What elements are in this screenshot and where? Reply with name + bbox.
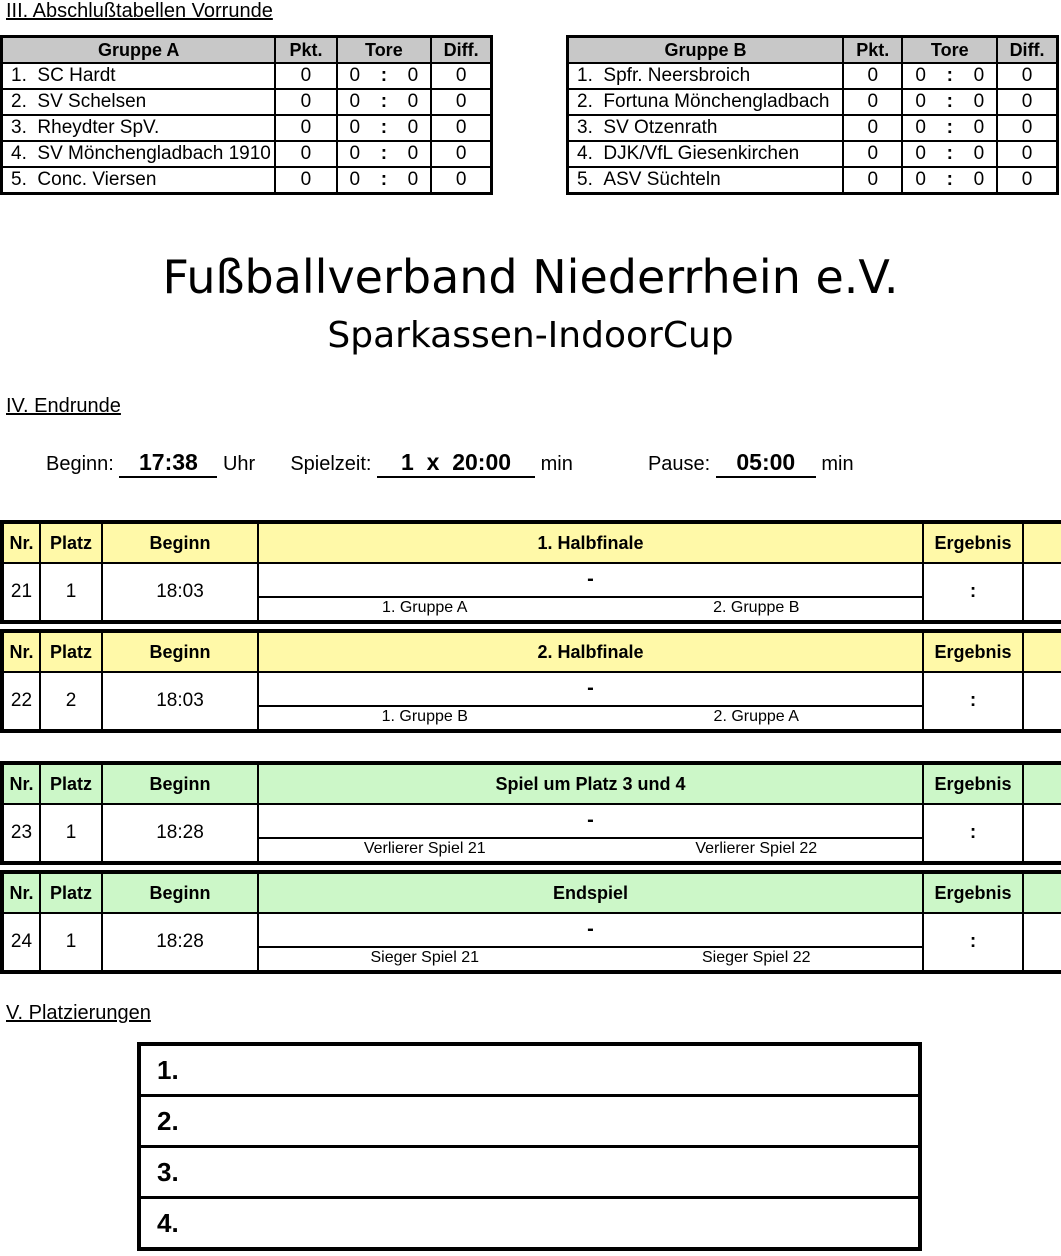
match-title: 1. Halbfinale	[258, 522, 923, 563]
spielzeit-value	[377, 449, 535, 478]
goal-diff: 0	[997, 63, 1057, 89]
match-beginn: 18:03	[102, 563, 258, 622]
table-row	[568, 167, 1058, 194]
team-name: Fortuna Mönchengladbach	[603, 91, 830, 112]
team-name: Spfr. Neersbroich	[603, 65, 751, 86]
rank: 3.	[11, 117, 27, 138]
header-diff: Diff.	[997, 37, 1057, 64]
match-title: 2. Halbfinale	[258, 631, 923, 672]
header-beginn: Beginn	[102, 631, 258, 672]
match-nr: 22	[2, 672, 40, 731]
rank: 4.	[577, 143, 593, 164]
goals-against: 0	[407, 169, 419, 190]
group-table-a	[0, 35, 493, 195]
spielzeit-count: 1	[401, 449, 414, 475]
table-row	[2, 141, 492, 167]
team-name: ASV Süchteln	[603, 169, 721, 190]
header-beginn: Beginn	[102, 522, 258, 563]
goal-diff: 0	[997, 167, 1057, 194]
uhr-label: Uhr	[222, 453, 256, 475]
match-block-23	[0, 761, 1061, 865]
rank: 4.	[11, 143, 27, 164]
header-platz: Platz	[40, 763, 102, 804]
score-colon: :	[946, 117, 953, 138]
result-field[interactable]: :	[923, 672, 1023, 731]
beginn-label: Beginn:	[46, 453, 114, 475]
header-platz: Platz	[40, 872, 102, 913]
place-1[interactable]: 1.	[139, 1044, 920, 1096]
score-colon: :	[946, 143, 953, 164]
team-2: Verlierer Spiel 22	[695, 840, 818, 857]
goals-against: 0	[973, 143, 985, 164]
goals-against: 0	[973, 117, 985, 138]
match-block-22	[0, 629, 1061, 733]
team-1: Sieger Spiel 21	[370, 949, 479, 966]
goals-for: 0	[915, 143, 926, 164]
rank: 2.	[11, 91, 27, 112]
match-platz: 1	[40, 563, 102, 622]
goals-against: 0	[407, 91, 419, 112]
team-2: Sieger Spiel 22	[701, 949, 811, 966]
team-name: SV Otzenrath	[603, 117, 718, 138]
section-title-endrunde: IV. Endrunde	[6, 395, 121, 417]
points: 0	[275, 115, 336, 141]
result-field[interactable]: :	[923, 563, 1023, 622]
goals-against: 0	[407, 143, 419, 164]
match-block-24	[0, 870, 1061, 974]
rank: 5.	[577, 169, 593, 190]
empty-cell	[1023, 804, 1061, 863]
points: 0	[843, 89, 902, 115]
pairing-dash: -	[587, 918, 594, 940]
match-block-21	[0, 520, 1061, 624]
table-row	[568, 115, 1058, 141]
table-row	[2, 167, 492, 194]
pairing	[259, 564, 922, 620]
team-name: Conc. Viersen	[37, 169, 157, 190]
team-1: 1. Gruppe B	[381, 708, 468, 725]
team-2: 2. Gruppe A	[713, 708, 799, 725]
pause-value: 05:00	[716, 449, 816, 478]
header-pkt: Pkt.	[275, 37, 336, 64]
goal-diff: 0	[431, 63, 491, 89]
header-ergebnis: Ergebnis	[923, 522, 1023, 563]
team-name: SV Mönchengladbach 1910	[37, 143, 271, 164]
header-platz: Platz	[40, 522, 102, 563]
goals-for: 0	[349, 117, 361, 138]
score-colon: :	[380, 65, 388, 86]
section-title-platzierungen: V. Platzierungen	[6, 1002, 151, 1024]
pairing-dash: -	[587, 568, 594, 590]
match-platz: 1	[40, 913, 102, 972]
score-colon: :	[380, 143, 388, 164]
points: 0	[843, 167, 902, 194]
team-name: Rheydter SpV.	[37, 117, 160, 138]
match-nr: 24	[2, 913, 40, 972]
beginn-value: 17:38	[119, 449, 217, 478]
points: 0	[275, 167, 336, 194]
goals-for: 0	[349, 169, 361, 190]
goal-diff: 0	[997, 141, 1057, 167]
match-beginn: 18:28	[102, 913, 258, 972]
points: 0	[843, 115, 902, 141]
min-label: min	[540, 453, 573, 475]
place-4[interactable]: 4.	[139, 1198, 920, 1250]
group-name: Gruppe B	[568, 37, 844, 64]
result-field[interactable]: :	[923, 913, 1023, 972]
header-tore: Tore	[902, 37, 997, 64]
section-title-vorrunde: III. Abschlußtabellen Vorrunde	[6, 0, 273, 22]
table-row	[2, 89, 492, 115]
score-colon: :	[380, 169, 388, 190]
match-title: Endspiel	[258, 872, 923, 913]
pairing-dash: -	[587, 677, 594, 699]
goal-diff: 0	[431, 167, 491, 194]
goals-against: 0	[973, 65, 985, 86]
empty-cell	[1023, 522, 1061, 563]
empty-cell	[1023, 563, 1061, 622]
header-beginn: Beginn	[102, 872, 258, 913]
rank: 3.	[577, 117, 593, 138]
score-colon: :	[946, 169, 953, 190]
rank: 2.	[577, 91, 593, 112]
goals-for: 0	[349, 143, 361, 164]
goals-for: 0	[915, 65, 926, 86]
table-row	[568, 141, 1058, 167]
match-platz: 1	[40, 804, 102, 863]
goals-against: 0	[407, 117, 419, 138]
pairing	[259, 673, 922, 729]
header-nr: Nr.	[2, 872, 40, 913]
empty-cell	[1023, 763, 1061, 804]
goals-against: 0	[407, 65, 419, 86]
empty-cell	[1023, 672, 1061, 731]
rank: 1.	[577, 65, 593, 86]
goal-diff: 0	[997, 89, 1057, 115]
table-row	[2, 63, 492, 89]
pairing-dash: -	[587, 809, 594, 831]
score-colon: :	[380, 91, 388, 112]
header-tore: Tore	[337, 37, 432, 64]
header-pkt: Pkt.	[843, 37, 902, 64]
match-title: Spiel um Platz 3 und 4	[258, 763, 923, 804]
team-name: SV Schelsen	[37, 91, 147, 112]
empty-cell	[1023, 872, 1061, 913]
match-platz: 2	[40, 672, 102, 731]
min-label: min	[821, 453, 854, 475]
spielzeit-label: Spielzeit:	[290, 453, 372, 475]
match-nr: 23	[2, 804, 40, 863]
goals-for: 0	[915, 169, 926, 190]
header-diff: Diff.	[431, 37, 491, 64]
goal-diff: 0	[997, 115, 1057, 141]
points: 0	[275, 63, 336, 89]
rank: 5.	[11, 169, 27, 190]
points: 0	[843, 63, 902, 89]
header-platz: Platz	[40, 631, 102, 672]
header-nr: Nr.	[2, 631, 40, 672]
score-colon: :	[946, 91, 953, 112]
goal-diff: 0	[431, 141, 491, 167]
team-name: SC Hardt	[37, 65, 116, 86]
points: 0	[275, 89, 336, 115]
goals-for: 0	[915, 91, 926, 112]
points: 0	[275, 141, 336, 167]
header-nr: Nr.	[2, 763, 40, 804]
empty-cell	[1023, 631, 1061, 672]
page-title: Fußballverband Niederrhein e.V.	[162, 250, 899, 304]
points: 0	[843, 141, 902, 167]
header-ergebnis: Ergebnis	[923, 763, 1023, 804]
table-row	[2, 115, 492, 141]
result-field[interactable]: :	[923, 804, 1023, 863]
schedule-info	[46, 449, 854, 478]
goals-for: 0	[349, 65, 361, 86]
empty-cell	[1023, 913, 1061, 972]
spielzeit-times: x	[426, 449, 440, 475]
header-nr: Nr.	[2, 522, 40, 563]
goals-against: 0	[973, 169, 985, 190]
match-beginn: 18:03	[102, 672, 258, 731]
goals-for: 0	[915, 117, 926, 138]
team-1: 1. Gruppe A	[382, 599, 468, 616]
score-colon: :	[380, 117, 388, 138]
pairing	[259, 914, 922, 970]
goals-against: 0	[973, 91, 985, 112]
table-row	[568, 63, 1058, 89]
goal-diff: 0	[431, 115, 491, 141]
rank: 1.	[11, 65, 27, 86]
goals-for: 0	[349, 91, 361, 112]
match-nr: 21	[2, 563, 40, 622]
header-ergebnis: Ergebnis	[923, 872, 1023, 913]
page-subtitle: Sparkassen-IndoorCup	[327, 315, 734, 356]
pairing	[259, 805, 922, 861]
table-row	[568, 89, 1058, 115]
group-table-b	[566, 35, 1059, 195]
header-beginn: Beginn	[102, 763, 258, 804]
goal-diff: 0	[431, 89, 491, 115]
placings-table	[137, 1042, 922, 1251]
score-colon: :	[946, 65, 953, 86]
place-2[interactable]: 2.	[139, 1096, 920, 1147]
team-2: 2. Gruppe B	[713, 599, 800, 616]
team-name: DJK/VfL Giesenkirchen	[603, 143, 800, 164]
team-1: Verlierer Spiel 21	[363, 840, 486, 857]
header-ergebnis: Ergebnis	[923, 631, 1023, 672]
place-3[interactable]: 3.	[139, 1147, 920, 1198]
pause-label: Pause:	[647, 453, 711, 475]
match-beginn: 18:28	[102, 804, 258, 863]
group-name: Gruppe A	[2, 37, 276, 64]
spielzeit-duration: 20:00	[452, 449, 512, 475]
